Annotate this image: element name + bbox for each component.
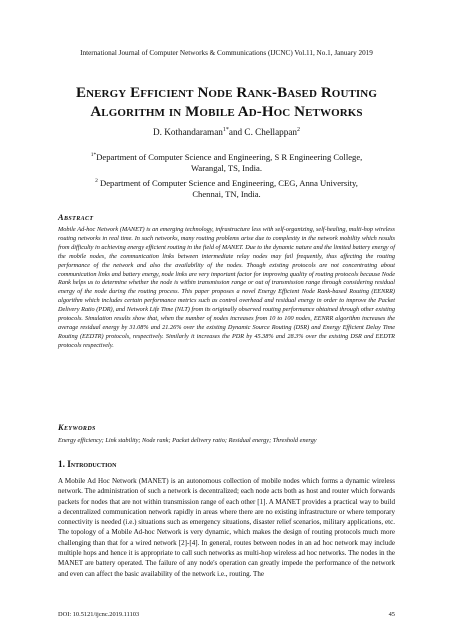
affiliation-2-line-2: Chennai, TN, India. <box>192 188 261 199</box>
title-line-2: Algorithm in Mobile Ad-Hoc Networks <box>90 104 363 120</box>
affiliation-2-line-1: Department of Computer Science and Engineering, CEG, Anna University, <box>100 177 358 188</box>
affiliation-1 <box>70 150 383 174</box>
abstract-heading: Abstract <box>58 213 94 222</box>
author-2-sup: 2 <box>297 127 301 133</box>
affiliation-1-line-1: Department of Computer Science and Engineering, S R Engineering College, <box>96 151 363 162</box>
affiliation-1-line-2: Warangal, TS, India. <box>191 162 262 173</box>
abstract-text: Mobile Ad-hoc Network (MANET) is an emerging technology, infrastructure less with self-organizing, self-healing, multi-hop wireless routing networks in real time. In such networks, many routing problems arise due to complexity in the network mobility which results from difficulty in achieving energy efficient routing in the field of MANET. Due to the dynamic nature and the limited battery energy of the mobile nodes, the communication links between intermediate relay nodes may fail frequently, thus affecting the routing performance of the network and also the availability of the nodes. Though existing protocols are not concentrating about communication links and battery energy, node links are very important factor for improving quality of routing protocols because Node Rank helps us to determine whether the node is within transmission range or out of transmission range through considering residual energy of the node during the routing process. This paper proposes a novel Energy Efficient Node Rank-based Routing (EENRR) algorithm which includes certain performance metrics such as control overhead and residual energy in order to improve the Packet Delivery Ratio (PDR), and Network Life Time (NLT) from its originally observed routing performance obtained through other existing protocols. Simulation results show that, when the number of nodes increases from 10 to 100 nodes, EENRR algorithm increases the average residual energy by 31.08% and 21.26% over the existing Dynamic Source Routing (DSR) and Energy Efficient Delay Time Routing (EEDTR) protocols, respectively. Similarly it increases the PDR by 45.38% and 28.3% over the existing DSR and EEDTR protocols respectively. <box>58 226 395 349</box>
page-number: 45 <box>388 611 395 618</box>
affiliation-2-sup: 2 <box>95 178 98 184</box>
doi-link[interactable]: DOI: 10.5121/ijcnc.2019.11103 <box>58 611 140 618</box>
affiliation-1-sup: 1* <box>90 152 97 158</box>
author-1: D. Kothandaraman <box>152 127 223 138</box>
introduction-heading: 1. Introduction <box>58 459 117 469</box>
paper-title <box>40 84 413 122</box>
introduction-text: A Mobile Ad Hoc Network (MANET) is an autonomous collection of mobile nodes which forms a dynamic wireless network. The administration of such a network is decentralized; each node acts both as host and router which forwards packets for nodes that are not within transmission range of each other [1]. A MANET provides a practical way to build a decentralized communication network rapidly in areas where there are no existing infrastructure or where temporary connectivity is needed (i.e.) situations such as emergency situations, disaster relief scenarios, military applications, etc. The topology of a Mobile Ad-hoc Network is very dynamic, which makes the design of routing protocols much more challenging than that for a wired network [2]-[4]. In general, routes between nodes in an ad hoc network may include multiple hops and hence it is appropriate to call such networks as multi-hop wireless ad hoc networks. The nodes in the MANET are battery operated. The failure of any node's operation can greatly impede the performance of the network and even can affect the basic availability of the network i.e., routing. The <box>58 477 395 578</box>
author-list <box>0 127 453 137</box>
keywords-heading: Keywords <box>58 423 96 432</box>
journal-header: International Journal of Computer Networks & Communications (IJCNC) Vol.11, No.1, January 2019 <box>80 49 373 57</box>
author-conj: and C. Chellappan <box>228 127 298 138</box>
keywords-text: Energy efficiency; Link stability; Node rank; Packet delivery ratio; Residual energy; Threshold energy <box>58 437 317 444</box>
page-footer <box>58 611 395 618</box>
affiliation-2 <box>70 176 383 200</box>
title-line-1: Energy Efficient Node Rank-Based Routing <box>75 85 378 101</box>
author-1-sup: 1* <box>222 127 229 133</box>
